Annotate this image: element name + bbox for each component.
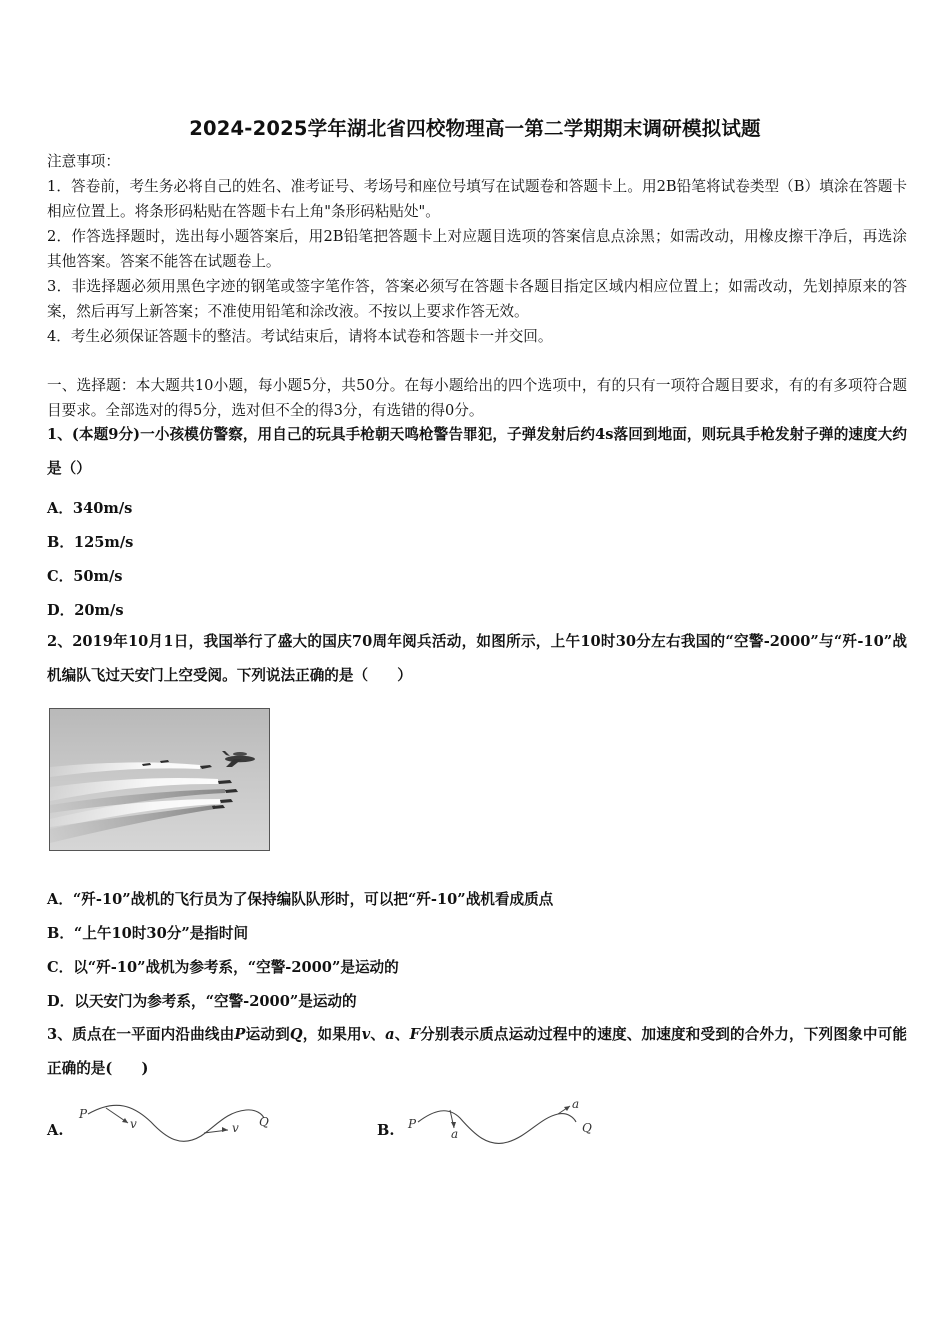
question-1-option-b: B．125m/s [47, 534, 134, 551]
q3-sep1: 、 [370, 1026, 386, 1043]
notice-item-4: 4．考生必须保证答题卡的整洁。考试结束后，请将本试卷和答题卡一并交回。 [47, 328, 553, 345]
fig-b-point-p: P [408, 1117, 417, 1131]
notice-item-2: 2．作答选择题时，选出每小题答案后，用2B铅笔把答题卡上对应题目选项的答案信息点涂黑；如需改动，用橡皮擦干净后，再选涂其他答案。答案不能答在试题卷上。 [47, 228, 907, 270]
fig-a-velocity-1: v [130, 1117, 137, 1131]
q3-var-q: Q [289, 1026, 303, 1043]
notice-heading: 注意事项： [47, 153, 120, 170]
q3-var-f: F [409, 1026, 420, 1043]
section-intro: 一、选择题：本大题共10小题，每小题5分，共50分。在每小题给出的四个选项中，有的只有一项符合题目要求，有的有多项符合题目要求。全部选对的得5分，选对但不全的得3分，有选错的得0分。 [47, 377, 907, 419]
q3-sep2: 、 [394, 1026, 410, 1043]
fig-a-point-q: Q [259, 1115, 269, 1129]
question-3-option-b-label: B. [377, 1122, 395, 1139]
question-3-stem [47, 1018, 907, 1086]
fig-b-accel-1: a [451, 1127, 459, 1141]
question-3-option-a-label: A. [47, 1122, 64, 1139]
question-1-option-c: C．50m/s [47, 568, 123, 585]
q3-stem-mid2: ，如果用 [302, 1026, 362, 1043]
question-1-stem: 1、(本题9分)一小孩模仿警察，用自己的玩具手枪朝天鸣枪警告罪犯，子弹发射后约4s落回到地面，则玩具手枪发射子弹的速度大约是（） [47, 426, 907, 477]
fig-b-accel-2: a [572, 1097, 580, 1111]
question-1-option-d: D．20m/s [47, 602, 124, 619]
question-3-figure-a [76, 1100, 276, 1150]
formation-flight-image [50, 709, 269, 850]
q3-var-v: v [361, 1026, 371, 1043]
q3-stem-prefix: 3、质点在一平面内沿曲线由 [47, 1026, 235, 1043]
page-title: 2024-2025学年湖北省四校物理高一第二学期期末调研模拟试题 [189, 117, 761, 140]
question-1-option-a: A．340m/s [47, 500, 133, 517]
q3-var-p: P [234, 1026, 246, 1043]
fig-a-velocity-2: v [232, 1121, 239, 1135]
q3-stem-mid1: 运动到 [245, 1026, 290, 1043]
fig-b-point-q: Q [582, 1121, 592, 1135]
question-3-figure-b [404, 1096, 604, 1150]
q3-var-a: a [385, 1026, 395, 1043]
question-2-option-b: B．“上午10时30分”是指时间 [47, 925, 249, 942]
notice-item-3: 3．非选择题必须用黑色字迹的钢笔或签字笔作答，答案必须写在答题卡各题目指定区域内相应位置上；如需改动，先划掉原来的答案，然后再写上新答案；不准使用铅笔和涂改液。不按以上要求作答无效。 [47, 278, 907, 320]
question-2-option-c: C．以“歼-10”战机为参考系，“空警-2000”是运动的 [47, 959, 399, 976]
notice-item-1: 1．答卷前，考生务必将自己的姓名、准考证号、考场号和座位号填写在试题卷和答题卡上。用2B铅笔将试卷类型（B）填涂在答题卡相应位置上。将条形码粘贴在答题卡右上角"条形码粘贴处"。 [47, 178, 907, 220]
q3-stem-suffix: 分别表示质点运动过程中的速度、加速度和受到的合外力，下列图象中可能正确的是( ) [47, 1026, 907, 1077]
question-2-option-d: D．以天安门为参考系，“空警-2000”是运动的 [47, 993, 357, 1010]
parade-photo [49, 708, 270, 851]
question-2-stem: 2、2019年10月1日，我国举行了盛大的国庆70周年阅兵活动，如图所示，上午10时30分左右我国的“空警-2000”与“歼-10”战机编队飞过天安门上空受阅。下列说法正确的是（ ） [47, 633, 907, 684]
fig-a-point-p: P [79, 1107, 88, 1121]
question-2-option-a: A．“歼-10”战机的飞行员为了保持编队队形时，可以把“歼-10”战机看成质点 [47, 891, 554, 908]
